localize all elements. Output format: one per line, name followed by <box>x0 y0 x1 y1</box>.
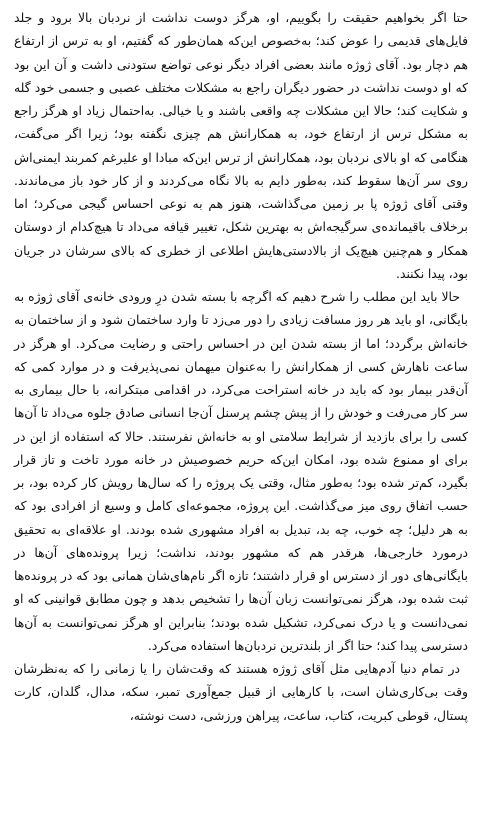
paragraph-2: حالا باید این مطلب را شرح دهیم که اگرچه با بسته شدن درِ ورودی خانه‌ی آقای ژوژه به بایگانی، او باید هر روز مسافت زیادی را دور می‌زد تا وارد ساختمان شود و از ساختمان به خانه‌اش برگردد؛ اما از بسته شدن این در احساس راحتی و رضایت می‌کرد. او هرگز در ساعت ناهارش کسی از همکارانش را به‌عنوان میهمان نمی‌پذیرفت و در موارد کمی که آن‌قدر بیمار بود که باید در خانه استراحت می‌کرد، در اقدامی مبتکرانه، با حال بیماری به سر کار می‌رفت و خودش را از پیش چشم پرسنل آن‌جا انسانی صادق جلوه می‌داد تا آن‌ها کسی را برای بازدید از شرایط سلامتی او به خانه‌اش نفرستند. حالا که استفاده از این در برای او ممنوع شده بود، امکان این‌که حریم خصوصیش در خانه مورد تاخت و تاز قرار بگیرد، کم‌تر شده بود؛ به‌طور مثال، وقتی یک پروژه را که سال‌ها رویش کار کرده بود، بر حسب اتفاق روی میز می‌گذاشت. این پروژه، مجموعه‌ای کامل و وسیع از افرادی بود که به هر دلیل؛ چه خوب، چه بد، تبدیل به افراد مشهوری شده بودند. او علاقه‌ای به تحقیق درمورد خارجی‌ها، هرقدر هم که مشهور بودند، نداشت؛ زیرا پرونده‌های آن‌ها در بایگانی‌های دور از دسترس او قرار داشتند؛ تازه اگر نام‌های‌شان همانی بود که در پرونده‌ها ثبت شده بود، هرگز نمی‌توانست زبان آن‌ها را تشخیص بدهد و چون مطابق قوانینی که او نمی‌دانست و یا درک نمی‌کرد، تشکیل شده بودند؛ بنابراین او هرگز نمی‌توانست به آن‌ها دسترسی پیدا کند؛ حتا اگر از بلندترین نردبان‌ها استفاده می‌کرد. <box>14 289 468 653</box>
paragraph-3: در تمام دنیا آدم‌هایی مثل آقای ژوژه هستند که وقت‌شان را یا زمانی را که به‌نظرشان وقت بی‌کاری‌شان است، با کارهایی از قبیل جمع‌آوری تمبر، سکه، مدال، گلدان، کارت پستال، قوطی کبریت، کتاب، ساعت، پیراهن ورزشی، دست نوشته، <box>14 661 468 723</box>
paragraph-1: حتا اگر بخواهیم حقیقت را بگوییم، او، هرگز دوست نداشت از نردبان بالا برود و جلد فایل‌های قدیمی را عوض کند؛ به‌خصوص این‌که همان‌طور که گفتیم، او به ترس از ارتفاع هم دچار بود. آقای ژوژه مانند بعضی افراد دیگر نوعی تواضع ستودنی داشت و آن این بود که او دوست نداشت در حضور دیگران راجع به مشکلات مختلف عصبی و جسمی خود گله و شکایت کند؛ حالا این مشکلات چه واقعی باشند و یا خیالی. به‌احتمال زیاد او هرگز راجع به مشکل ترس از ارتفاع خود، به همکارانش هم چیزی نگفته بود؛ زیرا اگر می‌گفت، هنگامی که او بالای نردبان بود، همکارانش از ترس این‌که مبادا او علیرغم کمربند ایمنی‌اش روی سر آن‌ها سقوط کند، به‌طور دایم به بالا نگاه می‌کردند و از کار خود باز می‌ماندند. وقتی آقای ژوژه پا بر زمین می‌گذاشت، هنوز هم به نوعی احساس گیجی می‌کرد؛ اما برخلاف باقیمانده‌ی سرگیجه‌اش به بهترین شکل، تغییر قیافه می‌داد تا هیچ‌کدام از دوستان همکار و هم‌چنین هیچ‌یک از بالادستی‌هایش اطلاعی از خطری که بالای سرشان در جریان بود، پیدا نکنند. <box>14 10 468 281</box>
